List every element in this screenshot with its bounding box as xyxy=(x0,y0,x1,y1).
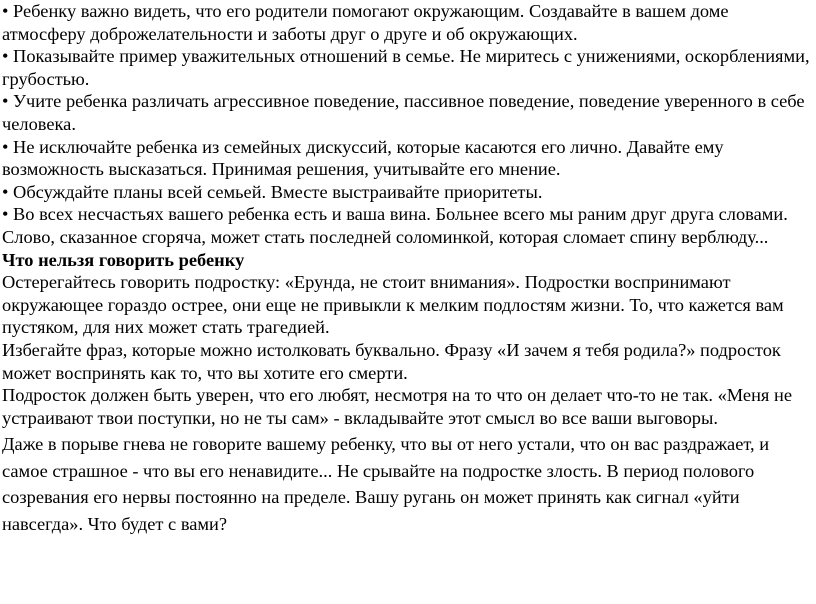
body-paragraph: Избегайте фраз, которые можно истолковать буквально. Фразу «И зачем я тебя родила?» подросток может воспринять как то, что вы хотите его смерти. xyxy=(2,339,781,383)
bullet-paragraph: • Показывайте пример уважительных отношений в семье. Не миритесь с унижениями, оскорблениями, грубостью. xyxy=(2,46,810,89)
body-paragraph: Остерегайтесь говорить подростку: «Ерунда, не стоит внимания». Подростки воспринимают окружающее гораздо острее, они еще не привыкли к мелким подлостям жизни. То, что кажется вам пустяком, для них может стать трагедией. xyxy=(2,272,784,338)
final-paragraph: Даже в порыве гнева не говорите вашему ребенку, что вы от него устали, что он вас раздражает, и самое страшное - что вы его ненавидите... Не срывайте на подростке злость. В период полового созревания его нервы постоянно на пределе. Вашу ругань он может принять как сигнал «уйти навсегда». Что будет с вами? xyxy=(2,434,770,534)
bullet-paragraph: • Во всех несчастьях вашего ребенка есть и ваша вина. Больнее всего мы раним друг друга словами. Слово, сказанное сгоряча, может стать последней соломинкой, которая сломает спину верблюду... xyxy=(2,204,788,247)
section-heading: Что нельзя говорить ребенку xyxy=(2,249,245,270)
bullet-paragraph: • Учите ребенка различать агрессивное поведение, пассивное поведение, поведение уверенного в себе человека. xyxy=(2,91,805,134)
bullet-paragraph: • Не исключайте ребенка из семейных дискуссий, которые касаются его лично. Давайте ему возможность высказаться. Принимая решения, учитывайте его мнение. xyxy=(2,136,724,180)
bullet-paragraph: • Ребенку важно видеть, что его родители помогают окружающим. Создавайте в вашем доме атмосферу доброжелательности и заботы друг о друге и об окружающих. xyxy=(2,1,729,44)
body-paragraph: Подросток должен быть уверен, что его любят, несмотря на то что он делает что-то не так. «Меня не устраивают твои поступки, но не ты сам» - вкладывайте этот смысл во все ваши выговоры. xyxy=(2,385,792,428)
bullet-paragraph: • Обсуждайте планы всей семьей. Вместе выстраивайте приоритеты. xyxy=(2,181,543,202)
final-block xyxy=(2,431,816,537)
